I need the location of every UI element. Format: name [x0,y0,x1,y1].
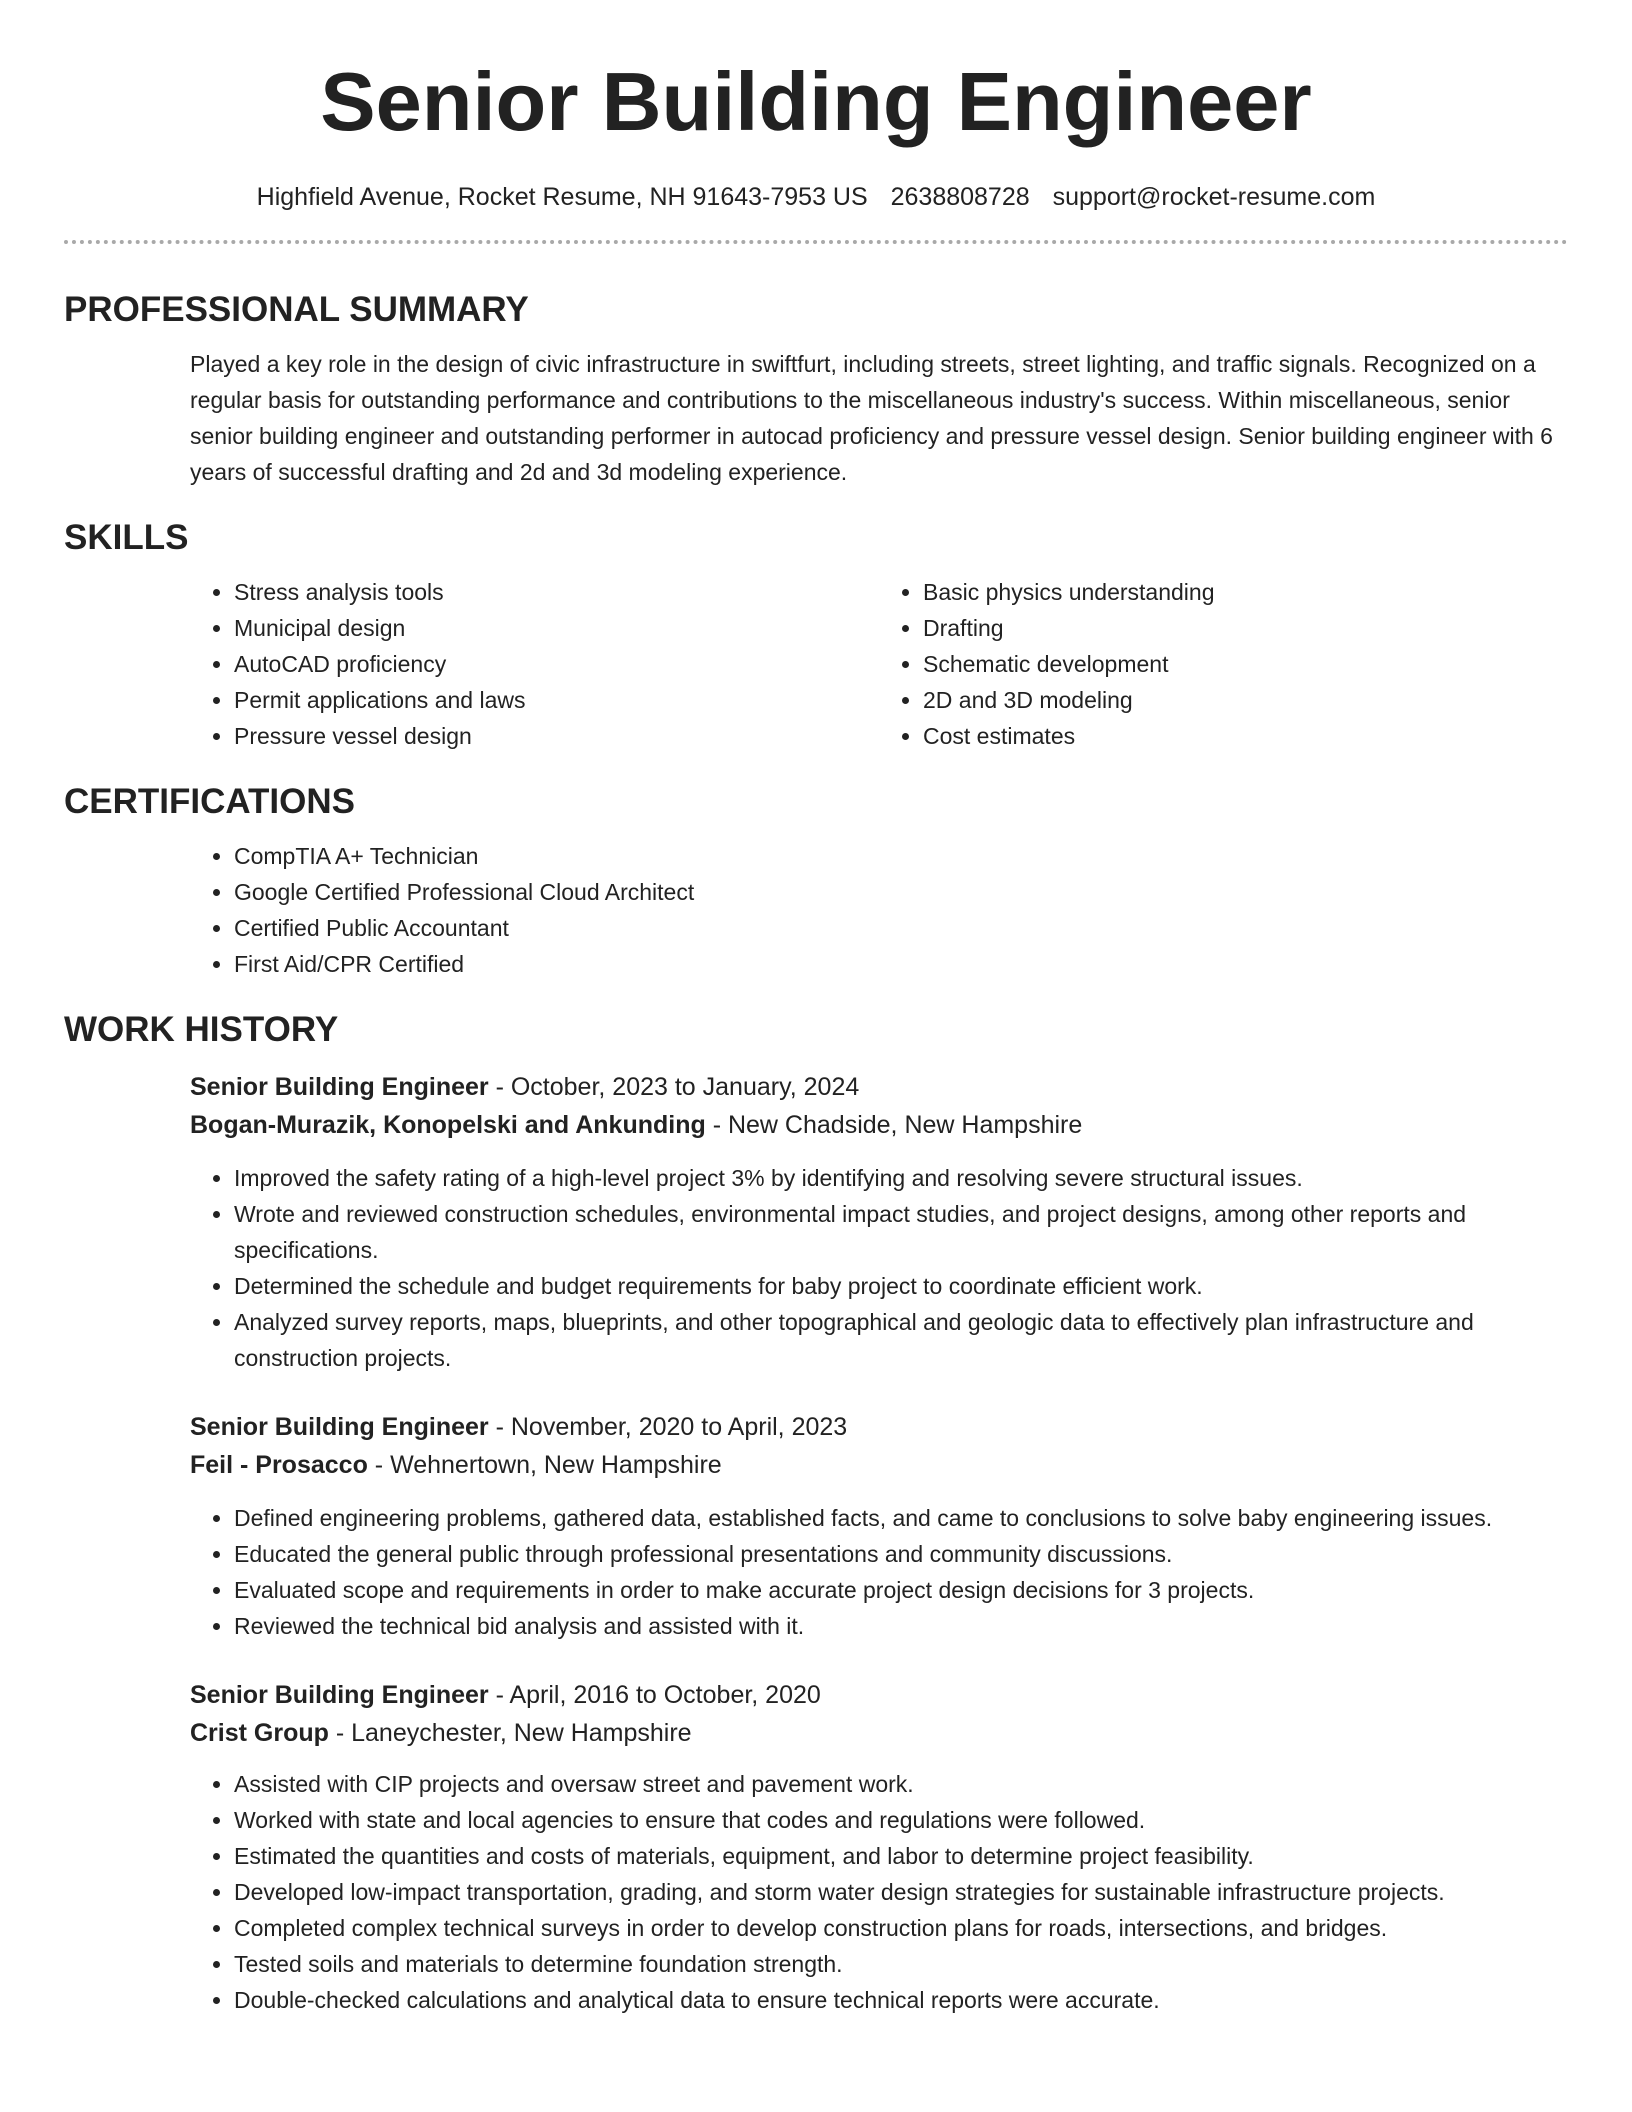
job-bullets [190,1160,1568,1376]
skill-item: • Basic physics understanding [923,574,1568,610]
job-entry [190,1068,1568,1376]
header-divider [64,240,1568,244]
job-entry [190,1676,1568,2018]
job-company-line [190,1106,1568,1144]
certification-item: • Google Certified Professional Cloud Architect [234,874,1568,910]
job-bullets [190,1766,1568,2018]
job-bullet: • Developed low-impact transportation, grading, and storm water design strategies for sustainable infrastructure projects. [234,1874,1568,1910]
job-company: Feil - Prosacco [190,1451,368,1479]
job-bullets [190,1500,1568,1644]
job-bullet: • Worked with state and local agencies to ensure that codes and regulations were followed. [234,1802,1568,1838]
job-title: Senior Building Engineer [190,1413,489,1441]
job-dates: - April, 2016 to October, 2020 [488,1681,821,1709]
skill-item: • Stress analysis tools [234,574,879,610]
job-bullet: • Double-checked calculations and analytical data to ensure technical reports were accurate. [234,1982,1568,2018]
skill-item: • AutoCAD proficiency [234,646,879,682]
resume-name: Senior Building Engineer [320,55,1312,148]
section-title-skills: SKILLS [64,518,189,557]
job-bullet: • Estimated the quantities and costs of materials, equipment, and labor to determine project feasibility. [234,1838,1568,1874]
job-bullet: • Determined the schedule and budget requirements for baby project to coordinate efficient work. [234,1268,1568,1304]
job-title: Senior Building Engineer [190,1681,489,1709]
job-entry [190,1408,1568,1644]
skill-item: • Municipal design [234,610,879,646]
job-bullet: • Evaluated scope and requirements in order to make accurate project design decisions for 3 projects. [234,1572,1568,1608]
skill-item: • Permit applications and laws [234,682,879,718]
skills-grid [190,574,1568,754]
contact-phone: 2638808728 [890,183,1030,211]
job-bullet: • Educated the general public through professional presentations and community discussions. [234,1536,1568,1572]
contact-line [64,180,1568,214]
job-bullet: • Tested soils and materials to determine foundation strength. [234,1946,1568,1982]
certification-item: • First Aid/CPR Certified [234,946,1568,982]
job-bullet: • Wrote and reviewed construction schedules, environmental impact studies, and project designs, among other reports and specifications. [234,1196,1568,1268]
job-location: - Wehnertown, New Hampshire [367,1451,722,1479]
skill-item: • Cost estimates [923,718,1568,754]
job-company-line [190,1446,1568,1484]
skill-item: • Pressure vessel design [234,718,879,754]
job-bullet: • Completed complex technical surveys in order to develop construction plans for roads, intersections, and bridges. [234,1910,1568,1946]
job-bullet: • Improved the safety rating of a high-level project 3% by identifying and resolving severe structural issues. [234,1160,1568,1196]
certifications-list [190,838,1568,982]
summary-text: Played a key role in the design of civic infrastructure in swiftfurt, including streets, street lighting, and traffic signals. Recognized on a regular basis for outstanding performance and contributions to the miscellaneous industry's success. Within miscellaneous, senior senior building engineer and outstanding performer in autocad proficiency and pressure vessel design. Senior building engineer with 6 years of successful drafting and 2d and 3d modeling experience. [190,351,1553,485]
job-bullet: • Assisted with CIP projects and oversaw street and pavement work. [234,1766,1568,1802]
job-location: - New Chadside, New Hampshire [705,1111,1083,1139]
job-title-line [190,1068,1568,1106]
job-title-line [190,1676,1568,1714]
job-title-line [190,1408,1568,1446]
contact-address: Highfield Avenue, Rocket Resume, NH 91643-7953 US [256,183,868,211]
certification-item: • Certified Public Accountant [234,910,1568,946]
skill-item: • Schematic development [923,646,1568,682]
skill-item: • Drafting [923,610,1568,646]
section-title-certifications: CERTIFICATIONS [64,782,356,821]
section-title-summary: PROFESSIONAL SUMMARY [64,290,529,329]
job-bullet: • Reviewed the technical bid analysis and assisted with it. [234,1608,1568,1644]
certifications-block [190,838,1568,982]
certification-item: • CompTIA A+ Technician [234,838,1568,874]
skills-list-right [879,574,1568,754]
job-company-line [190,1714,1568,1752]
job-bullet: • Analyzed survey reports, maps, blueprints, and other topographical and geologic data to effectively plan infrastructure and construction projects. [234,1304,1568,1376]
skills-list-left [190,574,879,754]
job-company: Bogan-Murazik, Konopelski and Ankunding [190,1111,706,1139]
job-company: Crist Group [190,1719,329,1747]
job-title: Senior Building Engineer [190,1073,489,1101]
section-title-work-history: WORK HISTORY [64,1010,339,1049]
contact-email: support@rocket-resume.com [1052,183,1376,211]
job-dates: - November, 2020 to April, 2023 [488,1413,848,1441]
job-dates: - October, 2023 to January, 2024 [488,1073,860,1101]
job-location: - Laneychester, New Hampshire [328,1719,692,1747]
skill-item: • 2D and 3D modeling [923,682,1568,718]
job-bullet: • Defined engineering problems, gathered data, established facts, and came to conclusions to solve baby engineering issues. [234,1500,1568,1536]
